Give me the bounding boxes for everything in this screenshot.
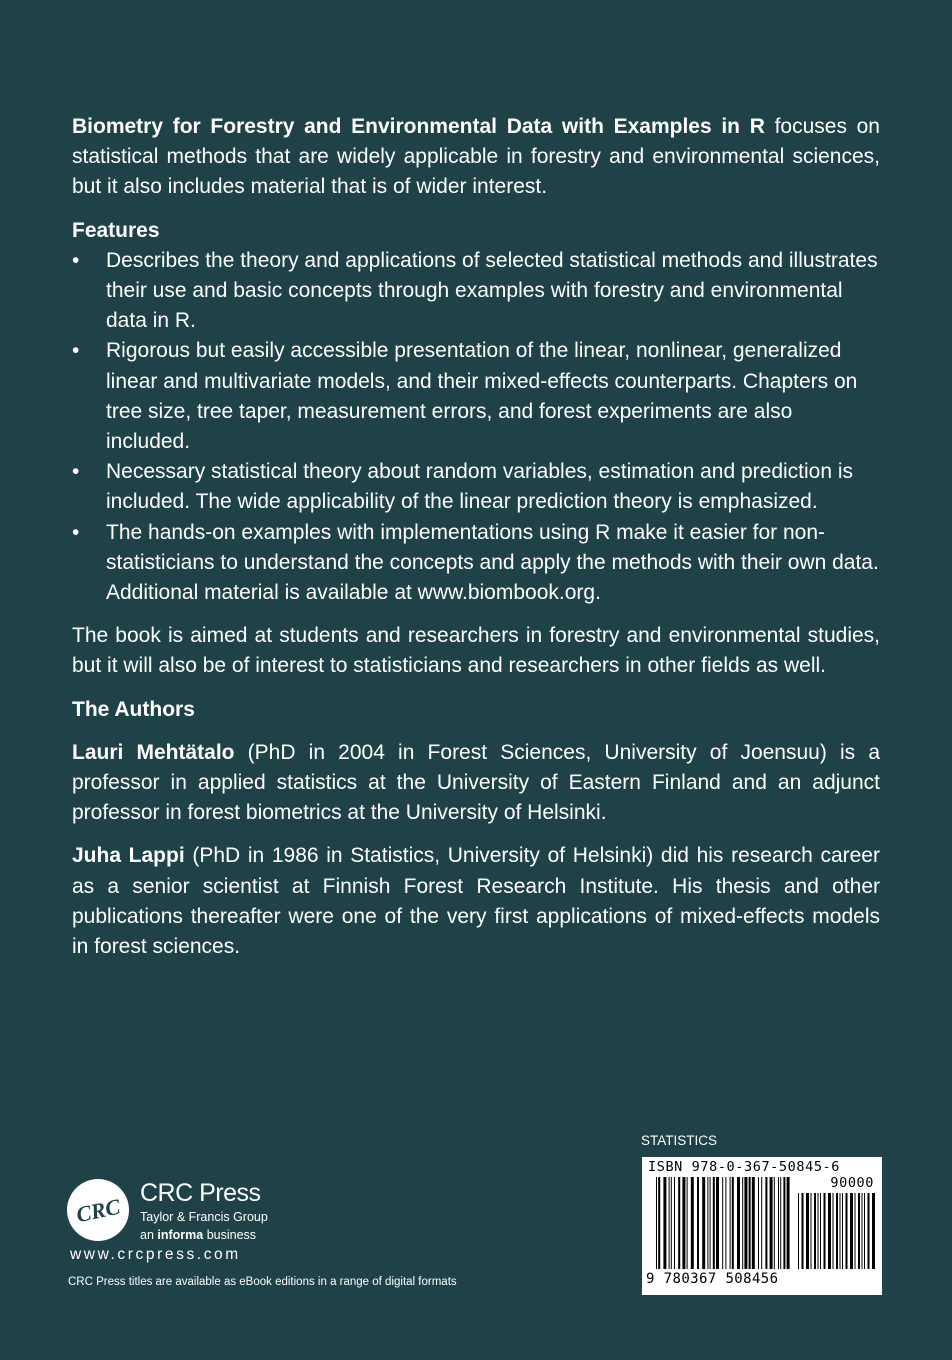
feature-item: • The hands-on examples with implementations using R make it easier for non-statisticians to understand the concepts and apply the methods with their own data. Additional material is available at www.biombook.org. [72, 518, 880, 609]
author-bio: Lauri Mehtätalo (PhD in 2004 in Forest Sciences, University of Joensuu) is a professor in applied statistics at the University of Eastern Finland and an adjunct professor in forest biometrics at the University of Helsinki. [72, 740, 881, 825]
bullet-icon: • [72, 460, 80, 484]
crc-logo-text: CRC [73, 1193, 123, 1228]
feature-item: • Necessary statistical theory about random variables, estimation and prediction is included. The wide applicability of the linear prediction theory is emphasized. [72, 457, 880, 517]
bullet-icon: • [72, 520, 80, 544]
author-name: Lauri Mehtätalo [72, 740, 235, 764]
ean-digits: 9 780367 508456 [646, 1271, 779, 1287]
bullet-icon: • [72, 339, 80, 363]
publisher-url: www.crcpress.com [70, 1246, 241, 1263]
features-heading: Features [72, 218, 160, 242]
author-name: Juha Lappi [72, 844, 185, 868]
publisher-group: Taylor & Francis Group [140, 1210, 268, 1224]
features-list [72, 246, 880, 608]
isbn-barcode [642, 1157, 882, 1295]
feature-item: • Describes the theory and applications of selected statistical methods and illustrates their use and basic concepts through examples with forestry and environmental data in R. [72, 246, 880, 337]
price-code: 90000 [830, 1175, 874, 1191]
author-bio: Juha Lappi (PhD in 1986 in Statistics, University of Helsinki) did his research career as a senior scientist at Finnish Forest Research Institute. His thesis and other publications thereafter were one of the very first applications of mixed-effects models in forest sciences. [72, 844, 880, 959]
intro-text: focuses on statistical methods that are widely applicable in forestry and environmental sciences, but it also includes material that is of wider interest. [72, 115, 880, 199]
publisher-name: CRC Press [140, 1179, 261, 1207]
audience-paragraph: The book is aimed at students and researchers in forestry and environmental studies, but it will also be of interest to statisticians and researchers in other fields as well. [72, 624, 880, 678]
book-title: Biometry for Forestry and Environmental Data with Examples in R [72, 115, 765, 138]
back-cover-text [72, 112, 880, 975]
publisher-informa: an informa business [140, 1228, 257, 1242]
bullet-icon: • [72, 248, 80, 272]
isbn-number: ISBN 978-0-367-50845-6 [648, 1159, 841, 1175]
crc-logo-icon [66, 1178, 130, 1242]
intro-paragraph [72, 112, 880, 203]
category-label: STATISTICS [641, 1133, 718, 1148]
feature-item: • Rigorous but easily accessible presentation of the linear, nonlinear, generalized linear and multivariate models, and their mixed-effects counterparts. Chapters on tree size, tree taper, measurement errors, and forest experiments are also included. [72, 336, 880, 457]
authors-heading: The Authors [72, 697, 195, 721]
ebook-note: CRC Press titles are available as eBook editions in a range of digital formats [68, 1276, 457, 1288]
